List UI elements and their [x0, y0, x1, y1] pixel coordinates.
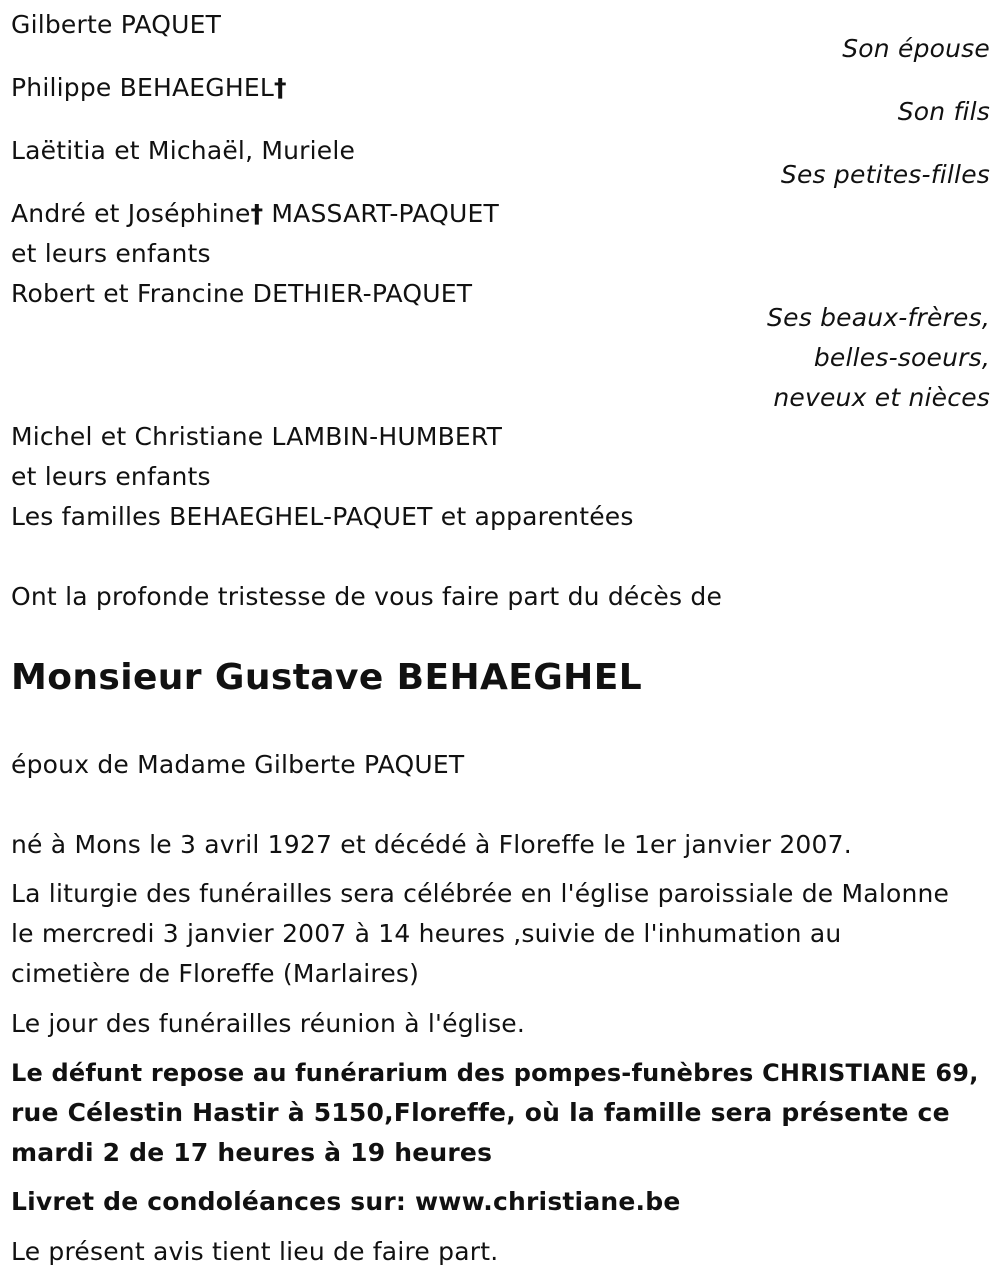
andre-surname: MASSART-PAQUET: [263, 199, 499, 228]
relation-grandchildren: Ses petites-filles: [780, 160, 990, 189]
relation-inlaws-2: belles-soeurs,: [813, 343, 990, 372]
relation-inlaws-1: Ses beaux-frères,: [767, 303, 990, 332]
family-robert: Robert et Francine DETHIER-PAQUET: [11, 279, 473, 308]
andre-names: André et Joséphine: [11, 199, 251, 228]
family-andre-children: et leurs enfants: [11, 239, 211, 268]
family-gilberte: Gilberte PAQUET: [11, 10, 222, 39]
relation-son: Son fils: [897, 97, 990, 126]
family-michel-children: et leurs enfants: [11, 462, 211, 491]
liturgy-line-2: le mercredi 3 janvier 2007 à 14 heures ,suivie de l'inhumation au: [11, 919, 842, 948]
family-philippe: [11, 73, 287, 103]
spouse-line: époux de Madame Gilberte PAQUET: [11, 750, 465, 779]
announcement-intro: Ont la profonde tristesse de vous faire part du décès de: [11, 582, 723, 611]
relation-spouse: Son épouse: [842, 34, 990, 63]
reunion-line: Le jour des funérailles réunion à l'église.: [11, 1009, 526, 1038]
family-michel: Michel et Christiane LAMBIN-HUMBERT: [11, 422, 503, 451]
birth-death: né à Mons le 3 avril 1927 et décédé à Floreffe le 1er janvier 2007.: [11, 830, 852, 859]
condolences-line: Livret de condoléances sur: www.christiane.be: [11, 1187, 681, 1216]
family-andre: [11, 199, 499, 229]
relation-inlaws-3: neveux et nièces: [773, 383, 990, 412]
liturgy-line-1: La liturgie des funérailles sera célébrée en l'église paroissiale de Malonne: [11, 879, 950, 908]
deceased-name: Monsieur Gustave BEHAEGHEL: [11, 657, 643, 698]
liturgy-line-3: cimetière de Floreffe (Marlaires): [11, 959, 420, 988]
funerarium-line-1: Le défunt repose au funérarium des pompes-funèbres CHRISTIANE 69,: [11, 1059, 979, 1087]
funerarium-line-2: rue Célestin Hastir à 5150,Floreffe, où la famille sera présente ce: [11, 1098, 950, 1127]
notice-line: Le présent avis tient lieu de faire part.: [11, 1237, 499, 1266]
deceased-cross-icon: †: [273, 73, 287, 102]
funerarium-line-3: mardi 2 de 17 heures à 19 heures: [11, 1138, 493, 1167]
family-families: Les familles BEHAEGHEL-PAQUET et apparentées: [11, 502, 634, 531]
family-grandchildren: Laëtitia et Michaël, Muriele: [11, 136, 356, 165]
deceased-cross-icon: †: [250, 199, 264, 228]
philippe-name: Philippe BEHAEGHEL: [11, 73, 274, 102]
